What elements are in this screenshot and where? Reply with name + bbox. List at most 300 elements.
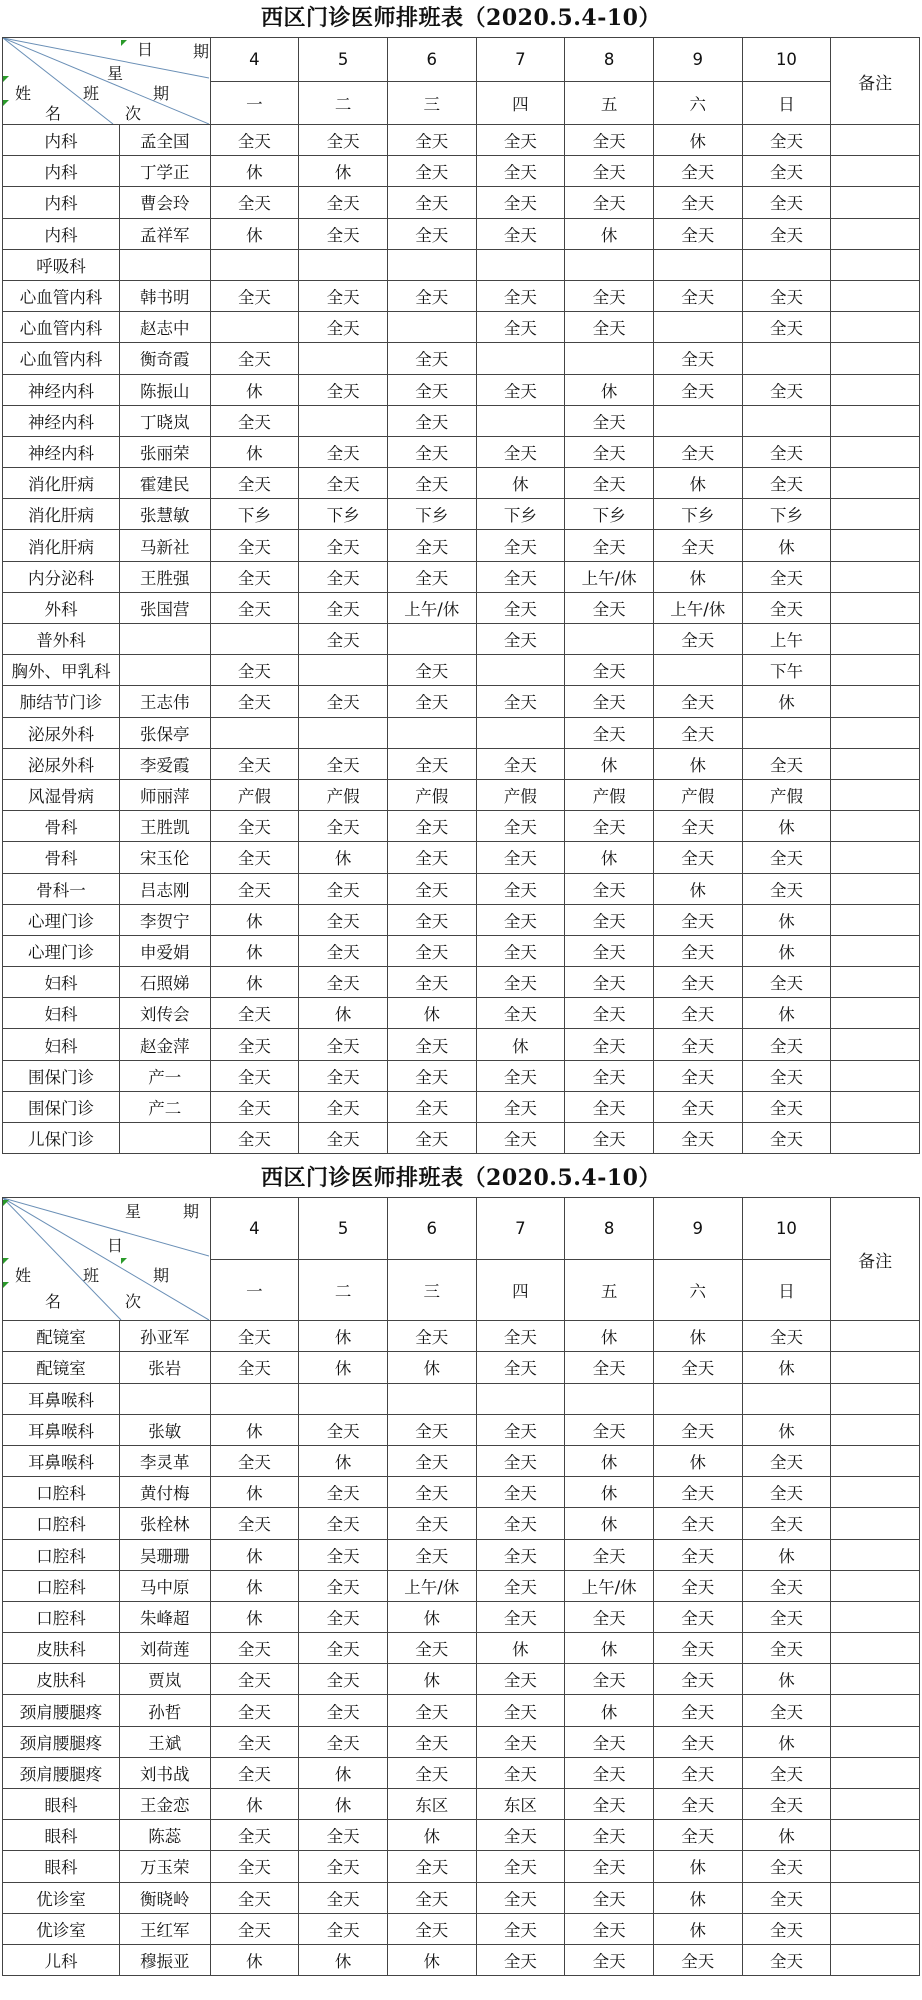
doctor-name-cell: 陈蕊 [119,1820,210,1851]
doctor-name-cell: 张岩 [119,1352,210,1383]
dept-cell: 呼吸科 [3,249,120,280]
shift-cell: 休 [742,935,831,966]
shift-cell: 全天 [742,156,831,187]
shift-cell: 休 [299,1789,388,1820]
shift-cell: 全天 [210,1633,299,1664]
shift-cell: 全天 [565,592,654,623]
shift-cell: 全天 [565,1352,654,1383]
table-row [3,1664,920,1695]
shift-cell: 全天 [476,1913,565,1944]
weekday-header: 一 [210,1259,299,1321]
shift-cell: 全天 [653,1944,742,1975]
shift-cell: 全天 [210,873,299,904]
shift-cell [742,1383,831,1414]
shift-cell: 全天 [653,1508,742,1539]
shift-cell: 全天 [210,1091,299,1122]
shift-cell: 休 [210,935,299,966]
shift-cell: 全天 [210,1913,299,1944]
corner-label-ming: 名 [45,104,62,123]
dept-cell: 内科 [3,218,120,249]
shift-cell: 全天 [299,811,388,842]
date-header: 6 [387,38,476,82]
remark-cell [831,655,920,686]
dept-cell: 心血管内科 [3,280,120,311]
shift-cell: 全天 [387,1060,476,1091]
remark-cell [831,1352,920,1383]
doctor-name-cell: 吴珊珊 [119,1539,210,1570]
dept-cell: 口腔科 [3,1539,120,1570]
shift-cell: 下乡 [299,499,388,530]
shift-cell: 全天 [387,280,476,311]
doctor-name-cell [119,655,210,686]
shift-cell: 全天 [210,998,299,1029]
remark-cell [831,1029,920,1060]
dept-cell: 心血管内科 [3,343,120,374]
shift-cell: 全天 [210,686,299,717]
corner-label-xing-name: 姓 [15,84,32,103]
shift-cell: 全天 [299,1633,388,1664]
dept-cell: 内科 [3,125,120,156]
shift-cell: 全天 [387,686,476,717]
shift-cell: 下午 [742,655,831,686]
shift-cell: 全天 [476,374,565,405]
dept-cell: 颈肩腰腿疼 [3,1726,120,1757]
shift-cell: 全天 [742,1477,831,1508]
shift-cell: 全天 [387,187,476,218]
shift-cell: 全天 [653,1539,742,1570]
remark-cell [831,218,920,249]
shift-cell: 全天 [387,1091,476,1122]
table-row [3,280,920,311]
shift-cell: 全天 [653,218,742,249]
weekday-header: 四 [476,1259,565,1321]
shift-cell: 休 [387,1944,476,1975]
shift-cell: 全天 [210,1445,299,1476]
shift-cell: 全天 [299,1123,388,1154]
doctor-name-cell: 产一 [119,1060,210,1091]
remark-cell [831,1383,920,1414]
shift-cell [210,717,299,748]
shift-cell: 全天 [653,935,742,966]
remark-cell [831,1091,920,1122]
shift-cell: 产假 [742,779,831,810]
shift-cell: 全天 [565,405,654,436]
table-row [3,530,920,561]
shift-cell: 全天 [299,935,388,966]
shift-cell: 全天 [299,374,388,405]
shift-cell: 全天 [476,156,565,187]
doctor-name-cell: 刘传会 [119,998,210,1029]
shift-cell: 全天 [476,1570,565,1601]
shift-cell: 休 [299,1321,388,1352]
doctor-name-cell: 朱峰超 [119,1601,210,1632]
shift-cell: 全天 [476,686,565,717]
shift-cell [210,624,299,655]
dept-cell: 心理门诊 [3,935,120,966]
doctor-name-cell: 丁学正 [119,156,210,187]
corner-header-cell [3,38,211,125]
shift-cell: 全天 [210,530,299,561]
table-row [3,592,920,623]
shift-cell: 休 [387,1601,476,1632]
schedule-table-1 [2,37,920,1154]
remark-cell [831,530,920,561]
shift-cell [476,343,565,374]
table-row [3,1029,920,1060]
dept-cell: 颈肩腰腿疼 [3,1695,120,1726]
remark-cell [831,1321,920,1352]
shift-cell [742,405,831,436]
shift-cell [653,405,742,436]
shift-cell: 全天 [387,156,476,187]
shift-cell: 全天 [742,1913,831,1944]
shift-cell: 休 [299,1944,388,1975]
shift-cell: 全天 [299,1664,388,1695]
dept-cell: 口腔科 [3,1570,120,1601]
shift-cell: 全天 [476,592,565,623]
doctor-name-cell: 吕志刚 [119,873,210,904]
dept-cell: 内科 [3,156,120,187]
shift-cell: 全天 [565,935,654,966]
weekday-header: 四 [476,81,565,125]
doctor-name-cell [119,249,210,280]
shift-cell: 全天 [742,592,831,623]
table-row [3,1633,920,1664]
date-header: 4 [210,38,299,82]
shift-cell: 全天 [476,561,565,592]
shift-cell: 全天 [299,1570,388,1601]
shift-cell [565,343,654,374]
shift-cell: 全天 [210,1508,299,1539]
table-row [3,748,920,779]
shift-cell: 休 [653,873,742,904]
table-row [3,1820,920,1851]
remark-cell [831,125,920,156]
doctor-name-cell: 张保亭 [119,717,210,748]
shift-cell: 全天 [742,1851,831,1882]
doctor-name-cell: 孙亚军 [119,1321,210,1352]
corner-label-ri: 日 [137,40,154,59]
shift-cell: 休 [476,1029,565,1060]
corner-label-xing: 星 [107,64,124,83]
shift-cell: 全天 [653,1695,742,1726]
table-row [3,1882,920,1913]
shift-cell: 全天 [476,1477,565,1508]
dept-cell: 口腔科 [3,1477,120,1508]
shift-cell: 休 [476,1633,565,1664]
shift-cell [565,249,654,280]
remark-cell [831,748,920,779]
date-header: 8 [565,38,654,82]
doctor-name-cell: 张国营 [119,592,210,623]
weekday-header: 二 [299,81,388,125]
dept-cell: 围保门诊 [3,1091,120,1122]
shift-cell: 全天 [565,1851,654,1882]
doctor-name-cell: 张栓林 [119,1508,210,1539]
dept-cell: 眼科 [3,1851,120,1882]
shift-cell: 全天 [210,343,299,374]
shift-cell: 全天 [210,655,299,686]
shift-cell: 全天 [387,125,476,156]
shift-cell: 全天 [387,1029,476,1060]
shift-cell [476,717,565,748]
shift-cell [299,717,388,748]
doctor-name-cell: 宋玉伦 [119,842,210,873]
doctor-name-cell: 刘荷莲 [119,1633,210,1664]
shift-cell: 下乡 [210,499,299,530]
shift-cell: 全天 [742,748,831,779]
shift-cell: 下乡 [565,499,654,530]
weekday-header: 三 [387,81,476,125]
doctor-name-cell: 孟祥军 [119,218,210,249]
table-row [3,125,920,156]
doctor-name-cell: 师丽萍 [119,779,210,810]
remark-cell [831,1445,920,1476]
shift-cell: 全天 [742,1445,831,1476]
shift-cell: 全天 [299,1913,388,1944]
remark-cell [831,842,920,873]
remark-cell [831,1539,920,1570]
doctor-name-cell [119,1383,210,1414]
shift-cell: 休 [210,904,299,935]
date-header: 7 [476,1198,565,1260]
table-row [3,1508,920,1539]
shift-cell [299,655,388,686]
shift-cell: 全天 [653,374,742,405]
table-row [3,935,920,966]
doctor-name-cell [119,624,210,655]
shift-cell: 全天 [653,1757,742,1788]
shift-cell: 休 [653,1445,742,1476]
shift-cell: 全天 [653,1060,742,1091]
shift-cell: 全天 [210,1664,299,1695]
weekday-header: 一 [210,81,299,125]
shift-cell: 全天 [565,967,654,998]
shift-cell: 全天 [476,436,565,467]
doctor-name-cell: 王斌 [119,1726,210,1757]
shift-cell: 全天 [210,1029,299,1060]
comment-marker [3,1282,9,1288]
shift-cell: 全天 [742,1944,831,1975]
shift-cell: 全天 [742,1633,831,1664]
shift-cell: 全天 [742,1091,831,1122]
shift-cell: 全天 [387,343,476,374]
shift-cell: 全天 [210,748,299,779]
dept-cell: 消化肝病 [3,499,120,530]
comment-marker [3,1200,9,1206]
date-header: 4 [210,1198,299,1260]
doctor-name-cell [119,1123,210,1154]
doctor-name-cell: 韩书明 [119,280,210,311]
shift-cell: 全天 [565,655,654,686]
shift-cell: 全天 [387,1508,476,1539]
shift-cell: 全天 [387,374,476,405]
shift-cell: 全天 [476,967,565,998]
shift-cell: 全天 [299,1029,388,1060]
weekday-header: 六 [653,81,742,125]
shift-cell: 全天 [387,1321,476,1352]
shift-cell: 全天 [210,1352,299,1383]
shift-cell: 全天 [742,1029,831,1060]
doctor-name-cell: 申爱娟 [119,935,210,966]
dept-cell: 心血管内科 [3,312,120,343]
table-row [3,499,920,530]
shift-cell: 全天 [476,1321,565,1352]
shift-cell: 下乡 [476,499,565,530]
shift-cell: 全天 [299,686,388,717]
doctor-name-cell: 李贺宁 [119,904,210,935]
shift-cell: 休 [742,1414,831,1445]
remark-cell [831,405,920,436]
shift-cell: 全天 [742,218,831,249]
comment-marker [121,40,127,46]
dept-cell: 消化肝病 [3,530,120,561]
shift-cell: 全天 [210,468,299,499]
shift-cell: 全天 [210,1695,299,1726]
shift-cell: 全天 [565,1539,654,1570]
shift-cell: 全天 [742,1601,831,1632]
shift-cell: 休 [653,468,742,499]
shift-cell: 全天 [299,125,388,156]
shift-cell: 全天 [387,530,476,561]
shift-cell: 全天 [387,468,476,499]
shift-cell: 全天 [387,873,476,904]
shift-cell: 休 [653,1851,742,1882]
shift-cell: 全天 [565,1913,654,1944]
corner-label-ri: 日 [107,1236,124,1256]
shift-cell: 休 [565,1695,654,1726]
dept-cell: 泌尿外科 [3,717,120,748]
remark-cell [831,1944,920,1975]
shift-cell: 全天 [210,280,299,311]
weekday-header: 五 [565,1259,654,1321]
shift-cell: 全天 [210,187,299,218]
remark-cell [831,374,920,405]
shift-cell: 全天 [387,967,476,998]
doctor-name-cell: 陈振山 [119,374,210,405]
table-row [3,1477,920,1508]
shift-cell: 休 [565,1445,654,1476]
shift-cell: 全天 [210,1757,299,1788]
doctor-name-cell: 张敏 [119,1414,210,1445]
shift-cell: 全天 [742,967,831,998]
table-row [3,468,920,499]
shift-cell [387,717,476,748]
table-row [3,1695,920,1726]
shift-cell: 全天 [742,374,831,405]
shift-cell: 全天 [653,1664,742,1695]
shift-cell: 休 [210,1477,299,1508]
remark-cell [831,1570,920,1601]
shift-cell: 全天 [299,561,388,592]
dept-cell: 口腔科 [3,1508,120,1539]
remark-cell [831,1882,920,1913]
shift-cell: 全天 [299,967,388,998]
shift-cell: 全天 [476,187,565,218]
dept-cell: 儿保门诊 [3,1123,120,1154]
shift-cell: 上午 [742,624,831,655]
shift-cell: 全天 [299,1414,388,1445]
shift-cell: 产假 [387,779,476,810]
shift-cell: 休 [742,998,831,1029]
corner-label-ci: 次 [125,1292,142,1312]
doctor-name-cell: 黄付梅 [119,1477,210,1508]
shift-cell: 全天 [653,156,742,187]
doctor-name-cell: 王胜强 [119,561,210,592]
shift-cell [387,312,476,343]
table-row [3,187,920,218]
dept-cell: 骨科 [3,811,120,842]
dept-cell: 泌尿外科 [3,748,120,779]
shift-cell: 休 [742,904,831,935]
corner-label-qi2: 期 [153,1266,170,1286]
comment-marker [3,1258,9,1264]
shift-cell: 全天 [387,748,476,779]
shift-cell: 全天 [299,1601,388,1632]
shift-cell [476,249,565,280]
dept-cell: 配镜室 [3,1352,120,1383]
shift-cell: 全天 [653,1570,742,1601]
dept-cell: 配镜室 [3,1321,120,1352]
shift-cell: 全天 [565,998,654,1029]
shift-cell [742,249,831,280]
comment-marker [121,1258,127,1264]
shift-cell [299,405,388,436]
shift-cell: 全天 [476,904,565,935]
shift-cell: 全天 [653,686,742,717]
shift-cell: 休 [742,686,831,717]
shift-cell: 全天 [653,1633,742,1664]
shift-cell: 休 [299,1757,388,1788]
shift-cell: 全天 [387,842,476,873]
shift-cell: 全天 [742,1882,831,1913]
table-row [3,249,920,280]
doctor-name-cell: 马新社 [119,530,210,561]
remark-cell [831,998,920,1029]
dept-cell: 耳鼻喉科 [3,1383,120,1414]
table-row [3,686,920,717]
shift-cell: 全天 [387,1445,476,1476]
shift-cell: 全天 [653,1820,742,1851]
date-header: 8 [565,1198,654,1260]
shift-cell: 全天 [476,998,565,1029]
doctor-name-cell: 衡晓岭 [119,1882,210,1913]
shift-cell [476,1383,565,1414]
shift-cell [653,655,742,686]
shift-cell: 全天 [565,811,654,842]
diagonal-lines [3,1198,209,1320]
table-row [3,1414,920,1445]
table-row [3,312,920,343]
shift-cell: 全天 [387,1477,476,1508]
doctor-name-cell: 衡奇霞 [119,343,210,374]
shift-cell: 全天 [476,1664,565,1695]
shift-cell: 全天 [565,280,654,311]
remark-cell [831,1060,920,1091]
table-row [3,1539,920,1570]
shift-cell: 东区 [387,1789,476,1820]
date-header: 10 [742,38,831,82]
table-row [3,561,920,592]
shift-cell: 全天 [565,187,654,218]
shift-cell: 全天 [476,1851,565,1882]
shift-cell: 上午/休 [387,1570,476,1601]
shift-cell: 全天 [653,1123,742,1154]
dept-cell: 神经内科 [3,374,120,405]
weekday-header: 日 [742,81,831,125]
remark-cell [831,1664,920,1695]
shift-cell: 休 [299,156,388,187]
